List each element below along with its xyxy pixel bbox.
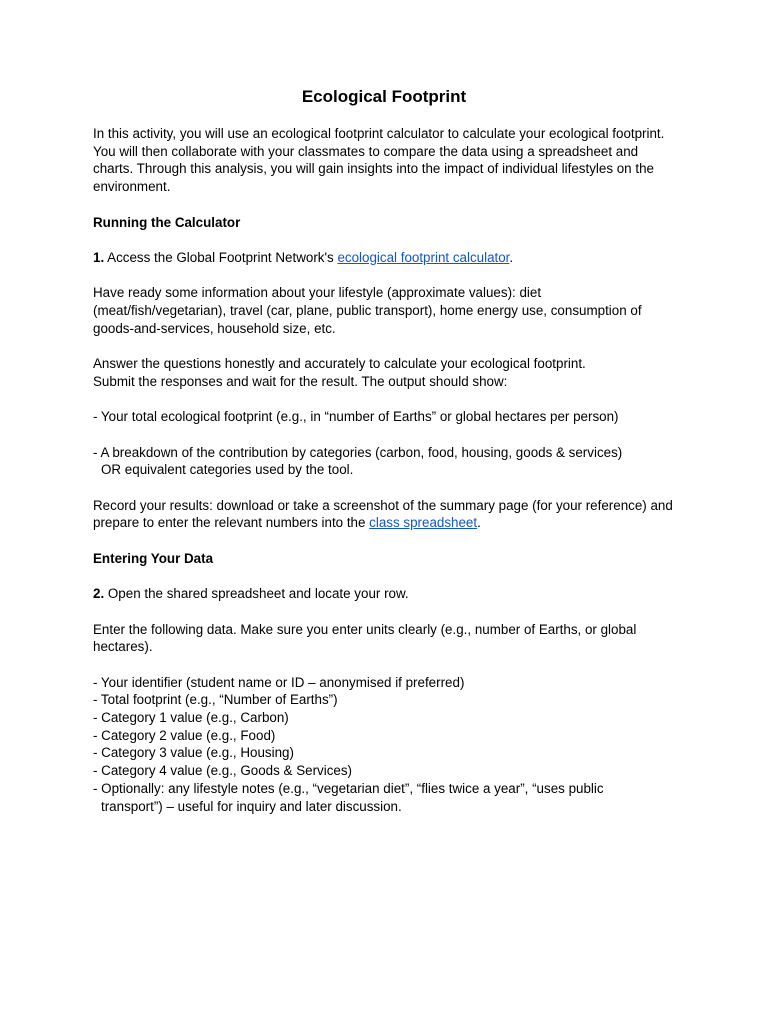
record-text: Record your results: download or take a screenshot of the summary page (for your reference) and prepare to enter the relevant numbers into the (93, 497, 673, 531)
output-total-item: - Your total ecological footprint (e.g., in “number of Earths” or global hectares per person) (93, 409, 619, 425)
output-breakdown-line-2: OR equivalent categories used by the tool. (101, 462, 354, 478)
output-breakdown-item (93, 444, 675, 479)
class-spreadsheet-link[interactable]: class spreadsheet (369, 515, 478, 531)
step-2-paragraph (93, 585, 675, 603)
step-1-paragraph (93, 249, 675, 267)
list-item: - Category 2 value (e.g., Food) (93, 727, 276, 743)
document-page (93, 86, 675, 815)
list-item: - Category 3 value (e.g., Housing) (93, 745, 294, 761)
list-item: - Category 4 value (e.g., Goods & Services) (93, 763, 352, 779)
answer-paragraph (93, 355, 675, 390)
prepare-paragraph: Have ready some information about your lifestyle (approximate values): diet (meat/fish/vegetarian), travel (car, plane, public transport), home energy use, consumption of goods-and-services, household size, etc. (93, 285, 642, 336)
intro-paragraph: In this activity, you will use an ecological footprint calculator to calculate your ecological footprint. You will then collaborate with your classmates to compare the data using a spreadsheet and charts. Through this analysis, you will gain insights into the impact of individual lifestyles on the environment. (93, 126, 665, 195)
step-2-number: 2. (93, 586, 105, 602)
list-item-continuation: transport”) – useful for inquiry and later discussion. (101, 798, 402, 814)
output-breakdown-line-1: - A breakdown of the contribution by categories (carbon, food, housing, goods & services) (93, 444, 623, 460)
answer-line-2: Submit the responses and wait for the result. The output should show: (93, 373, 508, 389)
step-2-text: Open the shared spreadsheet and locate your row. (104, 586, 409, 602)
data-fields-list (93, 674, 675, 816)
list-item: - Category 1 value (e.g., Carbon) (93, 710, 289, 726)
list-item: - Your identifier (student name or ID – anonymised if preferred) (93, 674, 465, 690)
list-item: - Total footprint (e.g., “Number of Earths”) (93, 692, 338, 708)
record-paragraph (93, 497, 675, 532)
step-1-text: Access the Global Footprint Network's (104, 249, 338, 265)
step-1-number: 1. (93, 249, 105, 265)
record-end: . (477, 515, 481, 531)
page-title: Ecological Footprint (301, 87, 467, 106)
section-heading-running-calculator: Running the Calculator (93, 214, 241, 230)
list-item (93, 780, 675, 815)
ecological-footprint-calculator-link[interactable]: ecological footprint calculator (337, 249, 510, 265)
section-heading-entering-data: Entering Your Data (93, 550, 214, 566)
answer-line-1: Answer the questions honestly and accurately to calculate your ecological footprint. (93, 356, 586, 372)
step-1-end: . (509, 249, 514, 265)
list-item-text: - Optionally: any lifestyle notes (e.g., “vegetarian diet”, “flies twice a year”, “uses public (93, 780, 604, 796)
enter-data-paragraph: Enter the following data. Make sure you enter units clearly (e.g., number of Earths, or global hectares). (93, 621, 637, 655)
